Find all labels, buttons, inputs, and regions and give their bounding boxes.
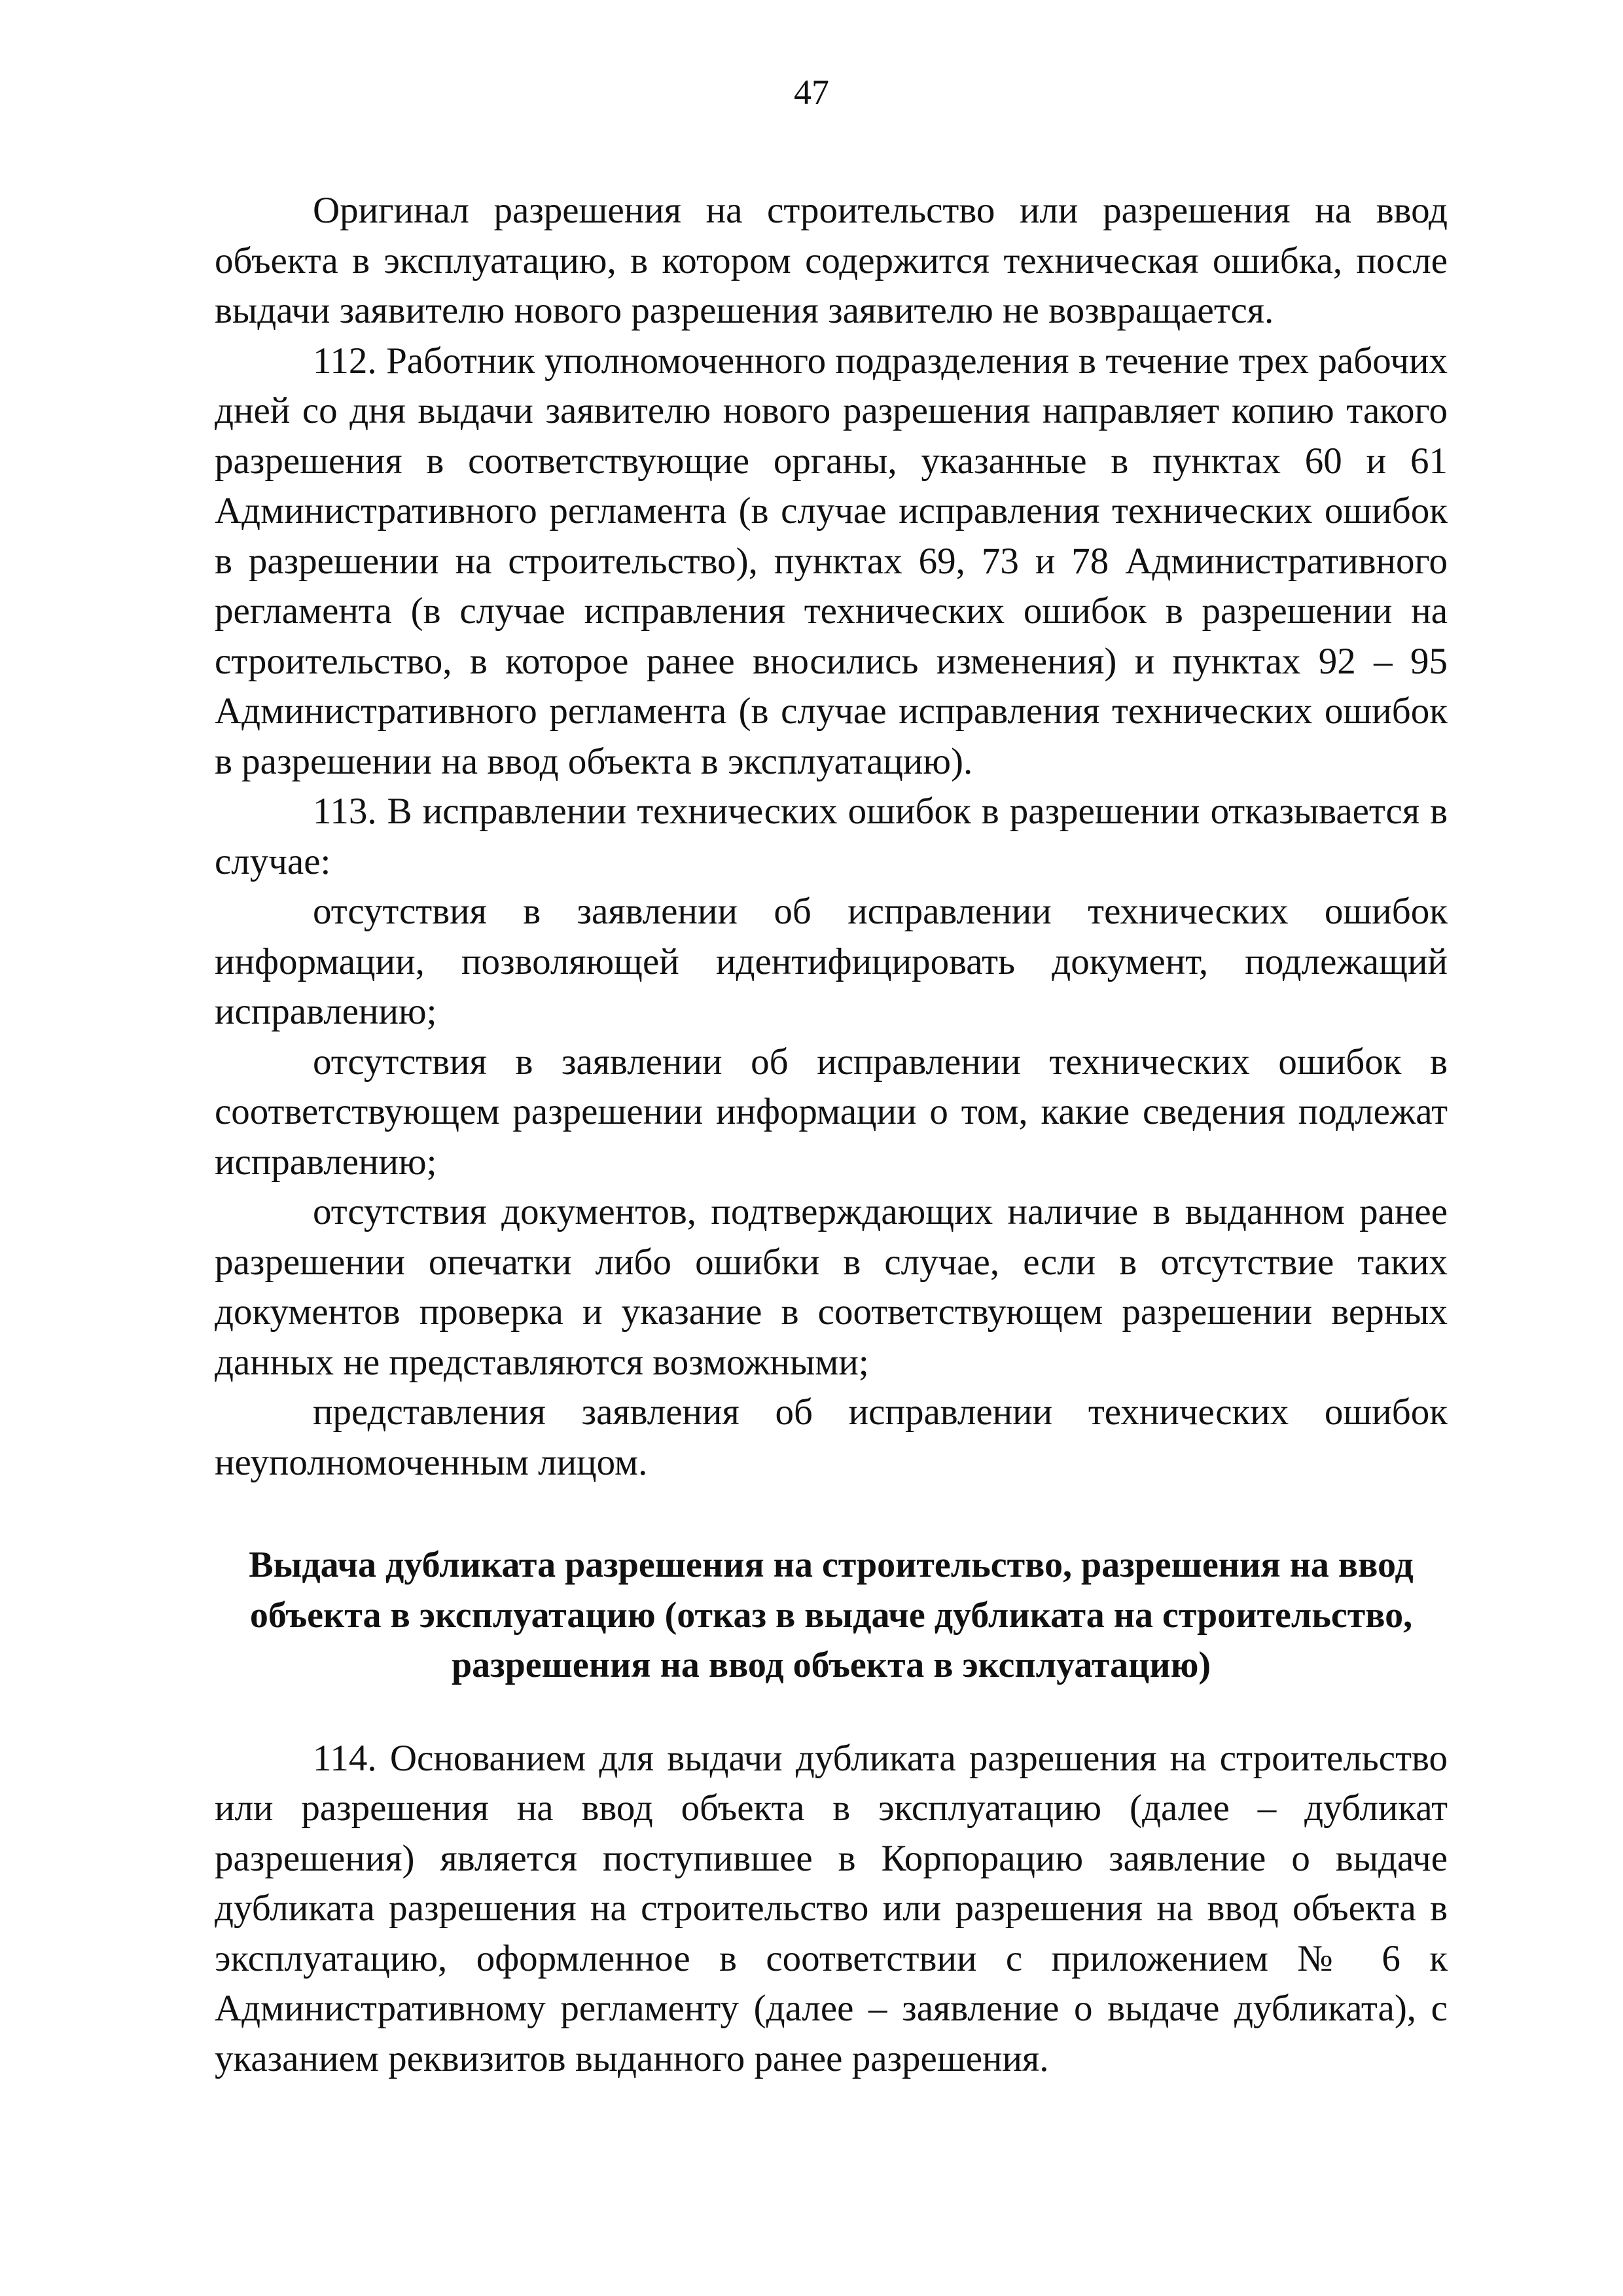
paragraph-114: 114. Основанием для выдачи дубликата разрешения на строительство или разрешения на ввод объекта в эксплуатацию (далее – дубликат разрешения) является поступившее в Корпорацию заявление о выдаче дубликата разрешения на строительство или разрешения на ввод объекта в эксплуатацию, оформленное в соответствии с приложением № 6 к Административному регламенту (далее – заявление о выдаче дубликата), с указанием реквизитов выданного ранее разрешения. [215,1737,1448,2079]
refusal-ground-2: отсутствия в заявлении об исправлении технических ошибок в соответствующем разрешении информации о том, какие сведения подлежат исправлению; [215,1041,1448,1183]
page-number: 47 [794,73,829,112]
refusal-ground-1: отсутствия в заявлении об исправлении технических ошибок информации, позволяющей идентифицировать документ, подлежащий исправлению; [215,891,1448,1032]
section-heading: Выдача дубликата разрешения на строительство, разрешения на ввод объекта в эксплуатацию (отказ в выдаче дубликата на строительство, разрешения на ввод объекта в эксплуатацию) [249,1545,1414,1685]
paragraph-112: 112. Работник уполномоченного подразделения в течение трех рабочих дней со дня выдачи заявителю нового разрешения направляет копию такого разрешения в соответствующие органы, указанные в пунктах 60 и 61 Административного регламента (в случае исправления технических ошибок в разрешении на строительство), пунктах 69, 73 и 78 Административного регламента (в случае исправления технических ошибок в разрешении на строительство, в которое ранее вносились изменения) и пунктах 92 – 95 Административного регламента (в случае исправления технических ошибок в разрешении на ввод объекта в эксплуатацию). [215,340,1448,782]
refusal-ground-3: отсутствия документов, подтверждающих наличие в выданном ранее разрешении опечатки либо ошибки в случае, если в отсутствие таких документов проверка и указание в соответствующем разрешении верных данных не представляются возможными; [215,1191,1448,1383]
paragraph-original-not-returned: Оригинал разрешения на строительство или разрешения на ввод объекта в эксплуатацию, в котором содержится техническая ошибка, после выдачи заявителю нового разрешения заявителю не возвращается. [215,190,1448,331]
refusal-ground-4: представления заявления об исправлении технических ошибок неуполномоченным лицом. [215,1391,1448,1483]
paragraph-113: 113. В исправлении технических ошибок в разрешении отказывается в случае: [215,791,1448,882]
page-body [215,186,1448,2084]
